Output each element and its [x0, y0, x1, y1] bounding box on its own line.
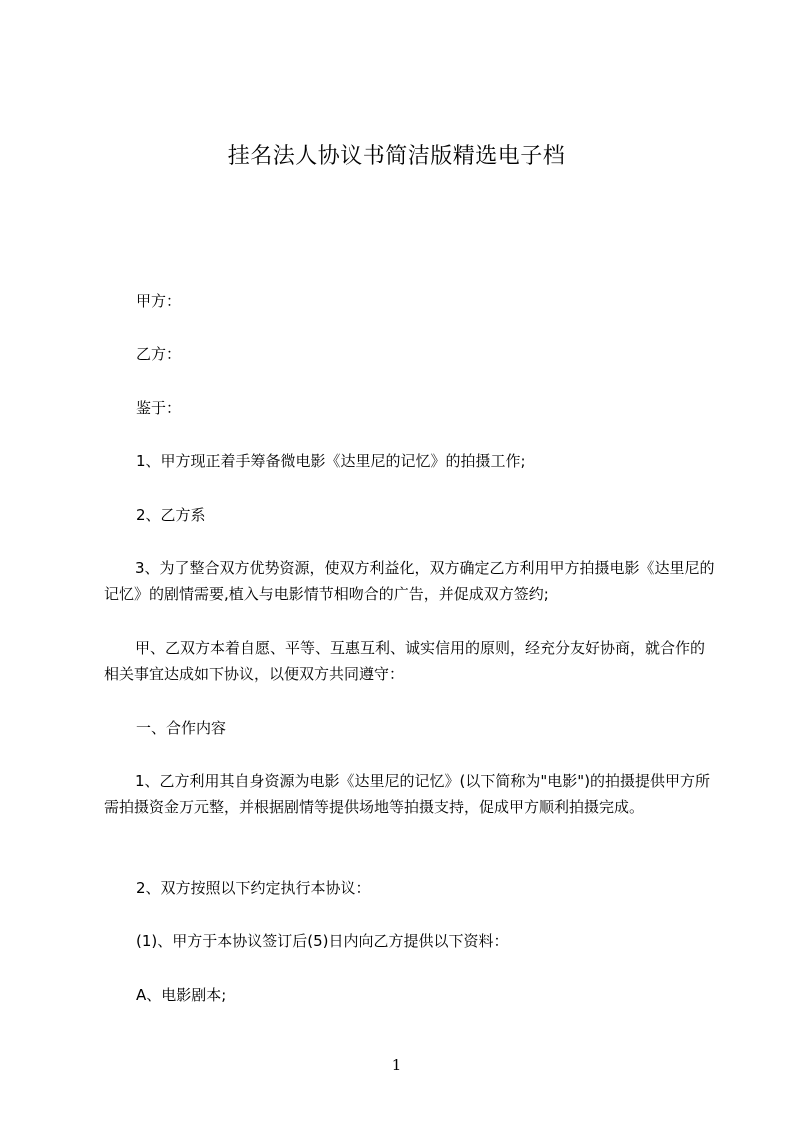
principle-paragraph: 甲、乙双方本着自愿、平等、互惠互利、诚实信用的原则，经充分友好协商，就合作的相关事宜达成如下协议，以便双方共同遵守：	[104, 639, 706, 683]
page-title: 挂名法人协议书简洁版精选电子档	[227, 144, 566, 169]
party-b-label: 乙方：	[136, 345, 182, 363]
clause-2-1-paragraph: (1)、甲方于本协议签订后(5)日内向乙方提供以下资料：	[136, 932, 509, 950]
clause-2-1-a-paragraph: A、电影剧本;	[136, 986, 227, 1004]
recital-item-1: 1、甲方现正着手筹备微电影《达里尼的记忆》的拍摄工作;	[136, 452, 526, 470]
clause-2-paragraph: 2、双方按照以下约定执行本协议：	[136, 879, 371, 897]
recital-item-2: 2、乙方系	[136, 506, 206, 524]
clause-1-paragraph: 1、乙方利用其自身资源为电影《达里尼的记忆》(以下简称为"电影")的拍摄提供甲方所需拍摄资金万元整，并根据剧情等提供场地等拍摄支持，促成甲方顺利拍摄完成。	[104, 772, 711, 816]
section-heading-cooperation: 一、合作内容	[136, 719, 227, 737]
page-number: 1	[391, 1056, 402, 1074]
whereas-label: 鉴于：	[136, 399, 182, 417]
party-a-label: 甲方：	[136, 292, 182, 310]
recital-item-3: 3、为了整合双方优势资源，使双方利益化，双方确定乙方利用甲方拍摄电影《达里尼的记忆》的剧情需要,植入与电影情节相吻合的广告，并促成双方签约;	[104, 559, 715, 603]
